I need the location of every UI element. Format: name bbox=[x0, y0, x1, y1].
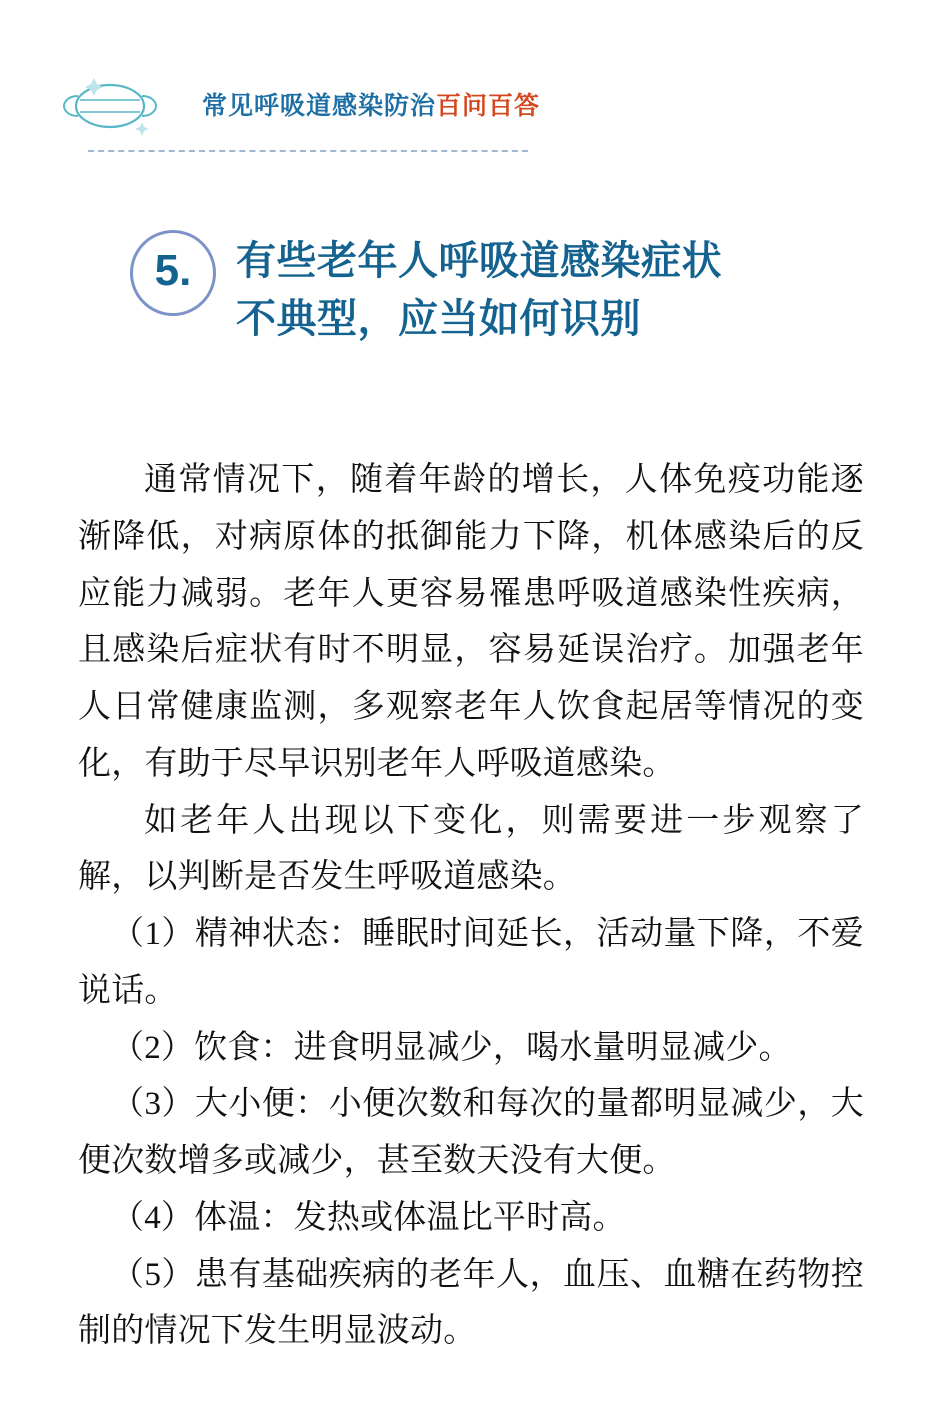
article-body bbox=[78, 452, 864, 1360]
list-item: （2）饮食：进食明显减少，喝水量明显减少。 bbox=[111, 1029, 792, 1066]
header-title-primary: 常见呼吸道感染防治 bbox=[202, 92, 437, 120]
page-header bbox=[0, 60, 936, 170]
question-title-line-2: 不典型，应当如何识别 bbox=[236, 297, 641, 341]
face-mask-icon bbox=[58, 70, 158, 140]
list-item: （4）体温：发热或体温比平时高。 bbox=[111, 1199, 626, 1236]
list-item: （5）患有基础疾病的老年人，血压、血糖在药物控制的情况下发生明显波动。 bbox=[78, 1256, 864, 1350]
list-item: （3）大小便：小便次数和每次的量都明显减少，大便次数增多或减少，甚至数天没有大便。 bbox=[78, 1086, 864, 1179]
header-title-accent: 百问百答 bbox=[436, 92, 541, 120]
header-divider bbox=[88, 150, 528, 152]
paragraph-intro-1: 通常情况下，随着年龄的增长，人体免疫功能逐渐降低，对病原体的抵御能力下降，机体感染后的反应能力减弱。老年人更容易罹患呼吸道感染性疾病，且感染后症状有时不明显，容易延误治疗。加强老年人日常健康监测，多观察老年人饮食起居等情况的变化，有助于尽早识别老年人呼吸道感染。 bbox=[78, 462, 864, 782]
paragraph-intro-2: 如老年人出现以下变化，则需要进一步观察了解，以判断是否发生呼吸道感染。 bbox=[78, 802, 864, 896]
question-number-badge bbox=[130, 230, 216, 316]
header-title bbox=[202, 86, 540, 122]
question-title-line-1: 有些老年人呼吸道感染症状 bbox=[236, 239, 722, 283]
question-title bbox=[236, 232, 796, 348]
list-item: （1）精神状态：睡眠时间延长，活动量下降，不爱说话。 bbox=[78, 916, 864, 1009]
question-number: 5. bbox=[154, 246, 192, 295]
